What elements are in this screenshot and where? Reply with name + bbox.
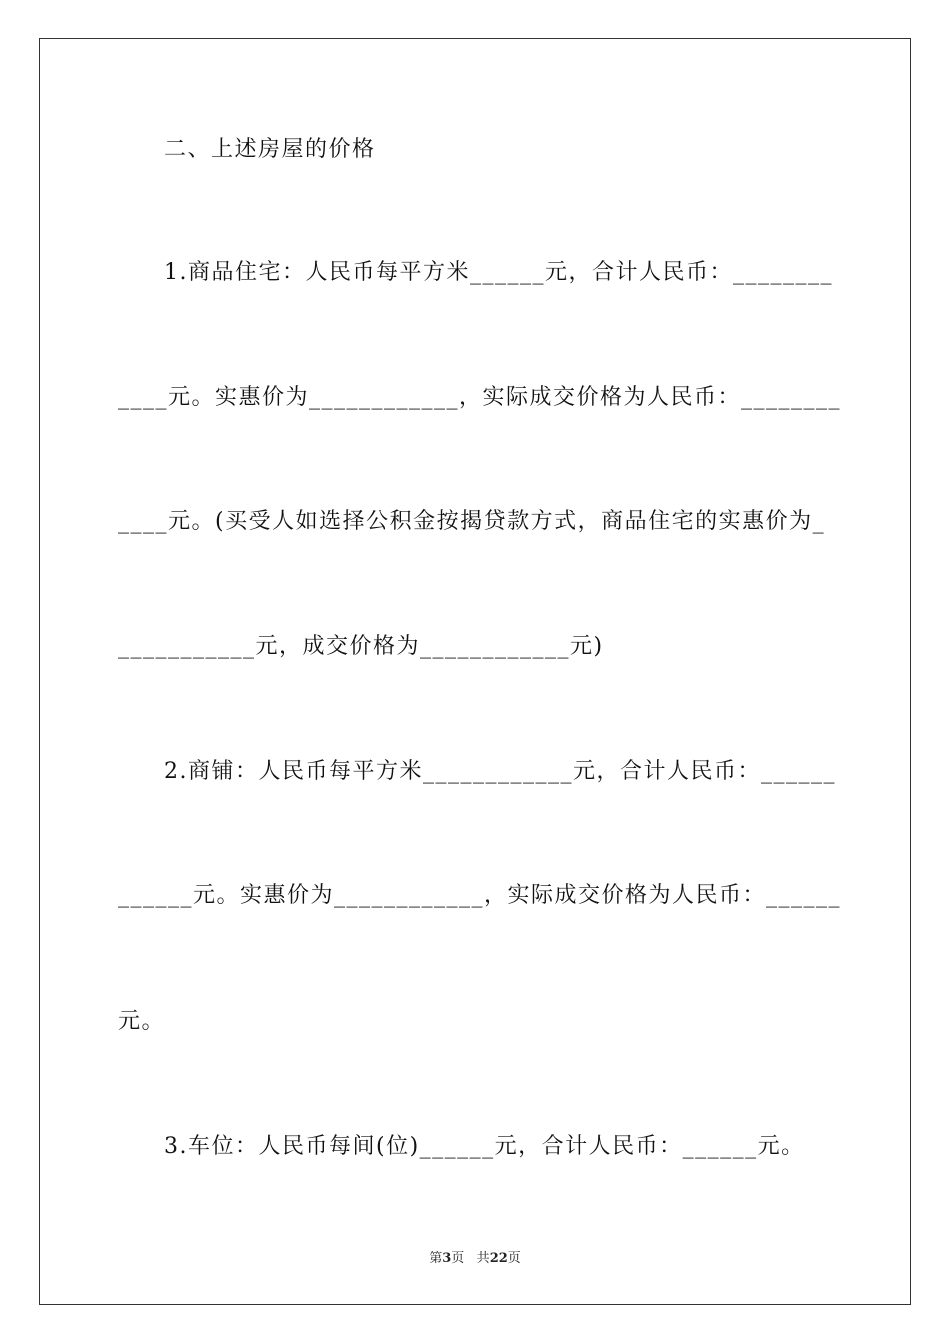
total-prefix: 共 — [476, 1251, 490, 1266]
text-line: ______元。实惠价为____________，实际成交价格为人民币：______ — [118, 883, 842, 908]
page-suffix: 页 — [451, 1251, 465, 1266]
text-line: ___________元，成交价格为____________元) — [118, 634, 604, 659]
text-line: ____元。实惠价为____________，实际成交价格为人民币：________ — [118, 385, 842, 410]
page-footer — [0, 1247, 950, 1266]
page-number: 3 — [442, 1251, 452, 1266]
page-border — [39, 38, 911, 1305]
page-prefix: 第 — [429, 1251, 443, 1266]
text-line: 元。 — [118, 1009, 166, 1034]
text-line: 3.车位：人民币每间(位)______元，合计人民币：______元。 — [164, 1134, 805, 1159]
text-line: ____元。(买受人如选择公积金按揭贷款方式，商品住宅的实惠价为_ — [118, 509, 826, 534]
section-heading: 二、上述房屋的价格 — [164, 137, 376, 162]
text-line: 1.商品住宅：人民币每平方米______元，合计人民币：________ — [164, 260, 833, 285]
total-pages: 22 — [489, 1251, 508, 1266]
total-suffix: 页 — [507, 1251, 521, 1266]
text-line: 2.商铺：人民币每平方米____________元，合计人民币：______ — [164, 759, 836, 784]
